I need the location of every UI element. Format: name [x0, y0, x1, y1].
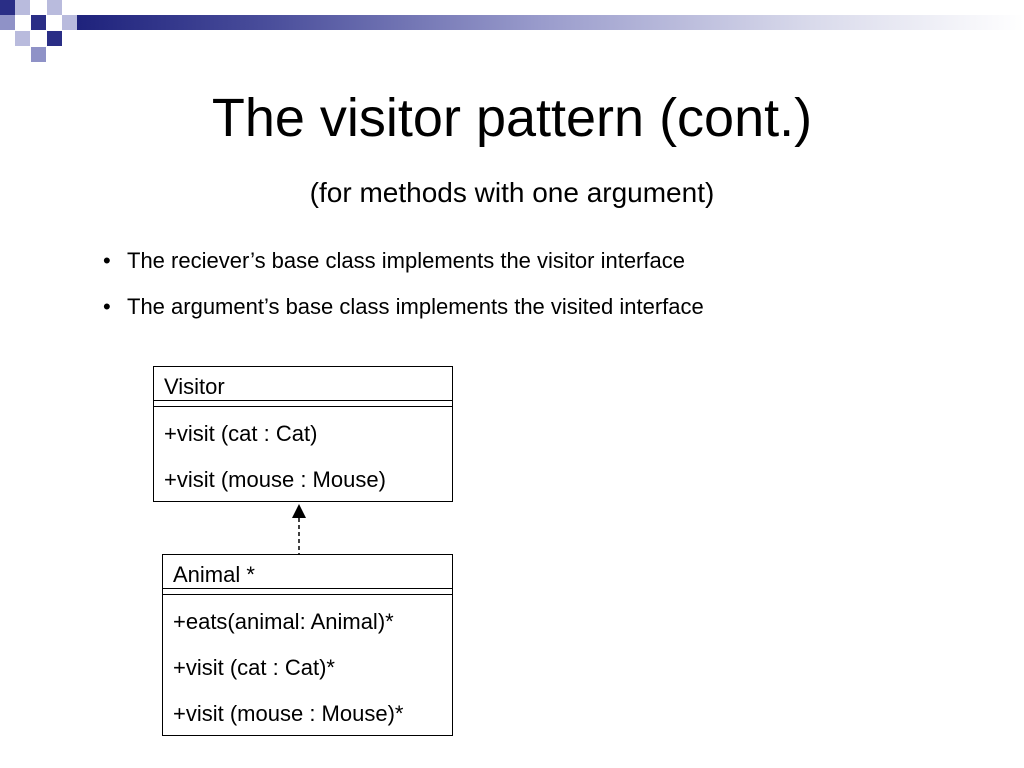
operation: +visit (cat : Cat)* [173, 655, 335, 680]
deco-square [62, 15, 77, 30]
deco-square [47, 0, 62, 15]
deco-square [15, 0, 30, 15]
deco-square [47, 31, 62, 46]
operation-compartment [163, 595, 452, 737]
visitor-class-box [153, 366, 453, 502]
deco-square [31, 15, 46, 30]
gradient-bar [62, 15, 1024, 30]
bullet-text: The argument’s base class implements the visited interface [127, 294, 704, 319]
slide-subtitle: (for methods with one argument) [309, 177, 715, 208]
deco-square [0, 0, 15, 15]
operation: +visit (mouse : Mouse) [164, 467, 386, 492]
slide-title: The visitor pattern (cont.) [211, 88, 813, 148]
header-decoration [0, 0, 1024, 62]
operation: +eats(animal: Animal)* [173, 609, 394, 634]
deco-square [15, 31, 30, 46]
bullet-item [103, 246, 704, 292]
arrow-head-icon [292, 504, 306, 518]
bullet-list [103, 246, 704, 338]
realization-arrow [288, 503, 310, 555]
bullet-icon: • [103, 294, 111, 319]
operation: +visit (cat : Cat) [164, 421, 318, 446]
deco-square [31, 47, 46, 62]
bullet-text: The reciever’s base class implements the visitor interface [127, 248, 685, 273]
bullet-icon: • [103, 248, 111, 273]
bullet-item [103, 292, 704, 338]
class-name: Visitor [154, 367, 452, 401]
operation-compartment [154, 407, 452, 503]
class-name: Animal * [163, 555, 452, 589]
animal-class-box [162, 554, 453, 736]
deco-square [0, 15, 15, 30]
operation: +visit (mouse : Mouse)* [173, 701, 404, 726]
